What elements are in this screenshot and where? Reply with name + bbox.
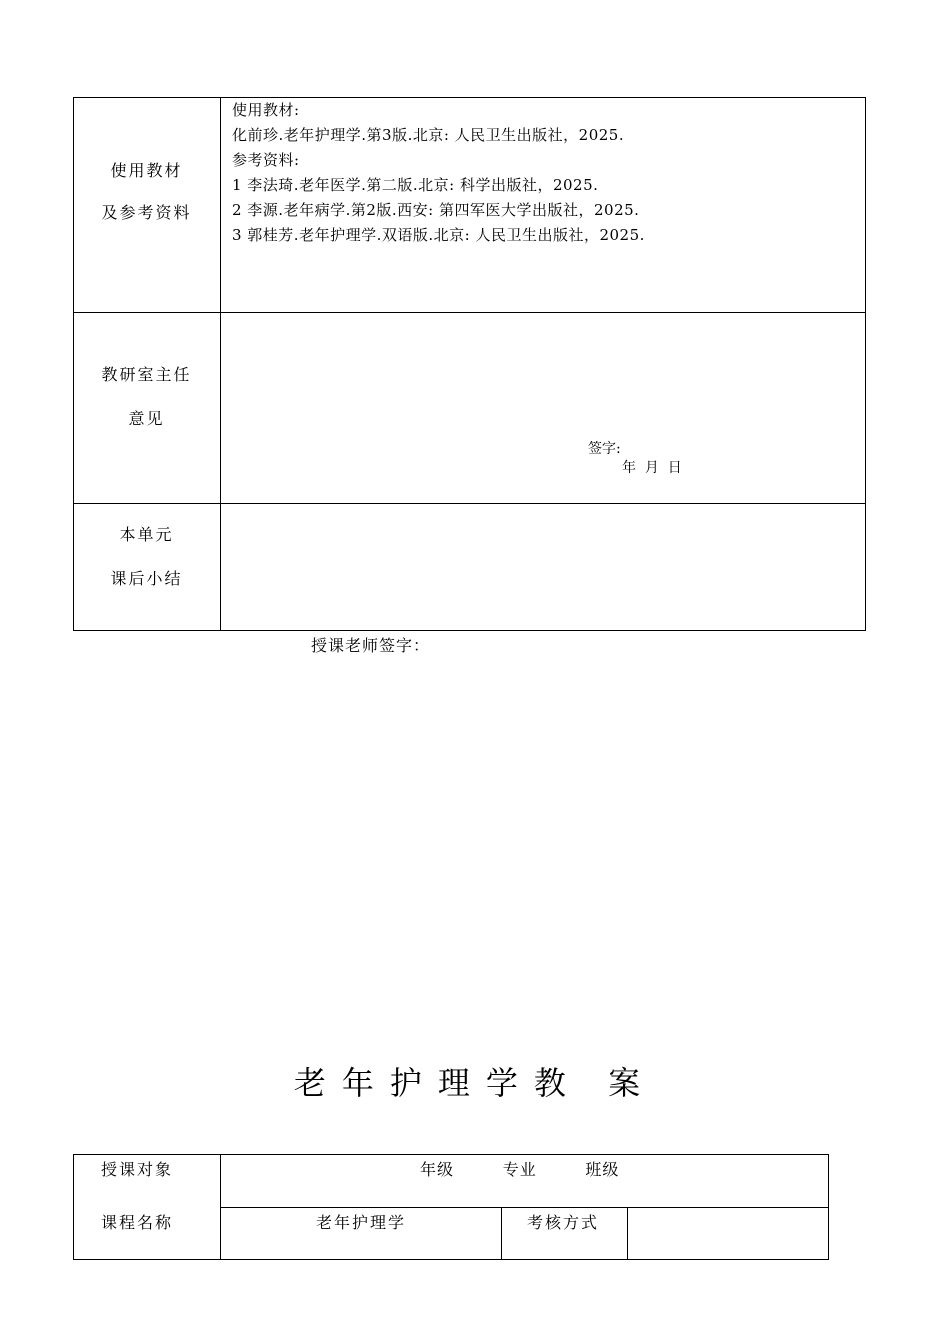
table-column-divider [501, 1207, 502, 1260]
materials-line: 参考资料: [232, 151, 300, 169]
summary-label-line1: 本单元 [119, 525, 174, 544]
table-row-divider [73, 503, 866, 504]
course-name-label: 课程名称 [101, 1213, 174, 1232]
course-name-value: 老年护理学 [316, 1213, 407, 1232]
table-row-divider [220, 1207, 829, 1208]
materials-label-line2: 及参考资料 [101, 203, 192, 222]
target-audience-value: 年级 专业 班级 [420, 1160, 620, 1179]
materials-line: 使用教材: [232, 101, 300, 119]
director-opinion-label [73, 364, 220, 430]
materials-line: 3 郭桂芳.老年护理学.双语版.北京: 人民卫生出版社，2025. [232, 226, 645, 244]
materials-line: 2 李源.老年病学.第2版.西安: 第四军医大学出版社，2025. [232, 201, 640, 219]
table-column-divider [220, 97, 221, 631]
sign-label: 签字: [588, 441, 621, 457]
document-title: 老年护理学教 案 [293, 1064, 657, 1102]
summary-label-line2: 课后小结 [110, 569, 183, 588]
materials-label [73, 160, 220, 224]
materials-label-line1: 使用教材 [110, 161, 183, 180]
summary-label [73, 524, 220, 590]
director-label-line1: 教研室主任 [101, 365, 192, 384]
exam-method-label: 考核方式 [527, 1213, 600, 1232]
materials-line: 1 李法琦.老年医学.第二版.北京: 科学出版社，2025. [232, 176, 599, 194]
table-row-divider [73, 312, 866, 313]
materials-line: 化前珍.老年护理学.第3版.北京: 人民卫生出版社，2025. [232, 126, 625, 144]
table-column-divider [627, 1207, 628, 1260]
teacher-signature-label: 授课老师签字： [311, 636, 431, 655]
director-label-line2: 意见 [128, 409, 165, 428]
target-audience-label: 授课对象 [101, 1160, 174, 1179]
date-label: 年 月 日 [622, 460, 682, 476]
